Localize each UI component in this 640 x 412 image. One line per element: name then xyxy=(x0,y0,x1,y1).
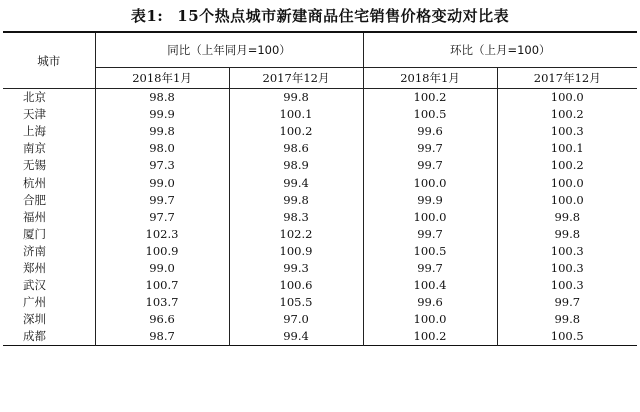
price-index-cell: 97.7 xyxy=(95,209,229,226)
table-row xyxy=(3,311,637,328)
city-name: 合肥 xyxy=(3,192,95,209)
price-index-cell: 100.5 xyxy=(363,243,497,260)
price-index-cell: 100.2 xyxy=(550,158,584,173)
price-index-cell: 99.7 xyxy=(95,192,229,209)
city-name: 厦门 xyxy=(3,226,95,243)
price-index-cell: 99.8 xyxy=(229,192,363,209)
price-index-cell: 100.0 xyxy=(363,209,497,226)
table-row xyxy=(3,328,637,346)
price-index-cell: 99.6 xyxy=(363,123,497,140)
table-row xyxy=(3,226,637,243)
city-name: 福州 xyxy=(3,209,95,226)
price-index-cell: 99.9 xyxy=(95,106,229,123)
price-index-cell: 102.3 xyxy=(95,226,229,243)
price-index-cell: 99.0 xyxy=(95,174,229,191)
price-index-cell: 100.1 xyxy=(550,141,584,156)
table-row xyxy=(3,277,637,294)
price-index-cell: 97.3 xyxy=(95,157,229,174)
price-index-cell: 100.0 xyxy=(550,90,584,105)
price-index-cell: 100.9 xyxy=(229,243,363,260)
price-index-cell: 99.8 xyxy=(554,209,581,224)
table-row xyxy=(3,192,637,209)
price-index-cell: 100.0 xyxy=(363,311,497,328)
price-index-cell: 99.4 xyxy=(229,328,363,346)
price-index-cell: 100.4 xyxy=(363,277,497,294)
price-change-table xyxy=(3,31,637,346)
price-index-cell: 100.1 xyxy=(229,106,363,123)
price-index-cell: 100.2 xyxy=(550,107,584,122)
price-index-cell: 105.5 xyxy=(229,294,363,311)
price-index-cell: 98.7 xyxy=(95,328,229,346)
table-row xyxy=(3,174,637,191)
yoy-group-header: 同比（上年同月=100） xyxy=(95,32,363,68)
city-name: 成都 xyxy=(3,328,95,346)
table-row xyxy=(3,209,637,226)
price-index-cell: 97.0 xyxy=(229,311,363,328)
price-index-cell: 100.7 xyxy=(95,277,229,294)
price-index-cell: 98.3 xyxy=(229,209,363,226)
city-name: 天津 xyxy=(3,106,95,123)
city-name: 深圳 xyxy=(3,311,95,328)
price-index-cell: 98.6 xyxy=(229,140,363,157)
period-header-yoy-2017-12: 2017年12月 xyxy=(229,68,363,89)
price-index-cell: 99.7 xyxy=(363,226,497,243)
city-name: 郑州 xyxy=(3,260,95,277)
price-index-cell: 102.2 xyxy=(229,226,363,243)
table-row xyxy=(3,140,637,157)
price-index-cell: 99.3 xyxy=(229,260,363,277)
table-title-text: 15个热点城市新建商品住宅销售价格变动对比表 xyxy=(177,7,510,25)
price-index-cell: 100.2 xyxy=(229,123,363,140)
city-name: 上海 xyxy=(3,123,95,140)
price-index-cell: 99.7 xyxy=(363,260,497,277)
price-index-cell: 99.7 xyxy=(363,157,497,174)
price-index-cell: 99.8 xyxy=(554,226,581,241)
price-index-cell: 100.0 xyxy=(550,175,584,190)
price-index-cell: 100.5 xyxy=(363,106,497,123)
price-index-cell: 99.0 xyxy=(95,260,229,277)
city-name: 广州 xyxy=(3,294,95,311)
city-name: 济南 xyxy=(3,243,95,260)
price-index-cell: 98.8 xyxy=(95,89,229,107)
period-header-mom-2017-12: 2017年12月 xyxy=(497,68,637,89)
table-row xyxy=(3,294,637,311)
city-name: 无锡 xyxy=(3,157,95,174)
city-name: 武汉 xyxy=(3,277,95,294)
price-index-cell: 100.3 xyxy=(550,260,584,275)
price-index-cell: 98.0 xyxy=(95,140,229,157)
price-index-cell: 96.6 xyxy=(95,311,229,328)
city-column-header: 城市 xyxy=(3,32,95,89)
price-index-cell: 99.4 xyxy=(229,174,363,191)
price-index-cell: 103.7 xyxy=(95,294,229,311)
mom-group-header: 环比（上月=100） xyxy=(363,32,637,68)
price-index-cell: 99.6 xyxy=(363,294,497,311)
table-row xyxy=(3,106,637,123)
price-index-cell: 99.8 xyxy=(554,312,581,327)
price-index-cell: 100.3 xyxy=(550,124,584,139)
price-index-cell: 100.3 xyxy=(550,243,584,258)
price-index-cell: 100.0 xyxy=(550,192,584,207)
table-row xyxy=(3,243,637,260)
price-index-cell: 100.3 xyxy=(550,278,584,293)
price-index-cell: 98.9 xyxy=(229,157,363,174)
table-number: 表1: xyxy=(130,7,164,25)
price-index-cell: 100.2 xyxy=(363,89,497,107)
price-index-cell: 99.7 xyxy=(554,295,581,310)
city-name: 北京 xyxy=(3,89,95,107)
table-title xyxy=(0,6,640,26)
table-row xyxy=(3,123,637,140)
price-index-cell: 100.0 xyxy=(363,174,497,191)
city-name: 南京 xyxy=(3,140,95,157)
price-index-cell: 99.8 xyxy=(95,123,229,140)
table-row xyxy=(3,260,637,277)
period-header-yoy-2018-01: 2018年1月 xyxy=(95,68,229,89)
price-index-cell: 99.8 xyxy=(229,89,363,107)
table-row xyxy=(3,157,637,174)
price-index-cell: 100.9 xyxy=(95,243,229,260)
price-index-cell: 100.5 xyxy=(550,329,584,344)
table-row xyxy=(3,89,637,107)
city-name: 杭州 xyxy=(3,174,95,191)
price-index-cell: 100.2 xyxy=(363,328,497,346)
price-index-cell: 99.9 xyxy=(363,192,497,209)
table-body xyxy=(3,89,637,346)
period-header-mom-2018-01: 2018年1月 xyxy=(363,68,497,89)
price-index-cell: 100.6 xyxy=(229,277,363,294)
price-index-cell: 99.7 xyxy=(363,140,497,157)
